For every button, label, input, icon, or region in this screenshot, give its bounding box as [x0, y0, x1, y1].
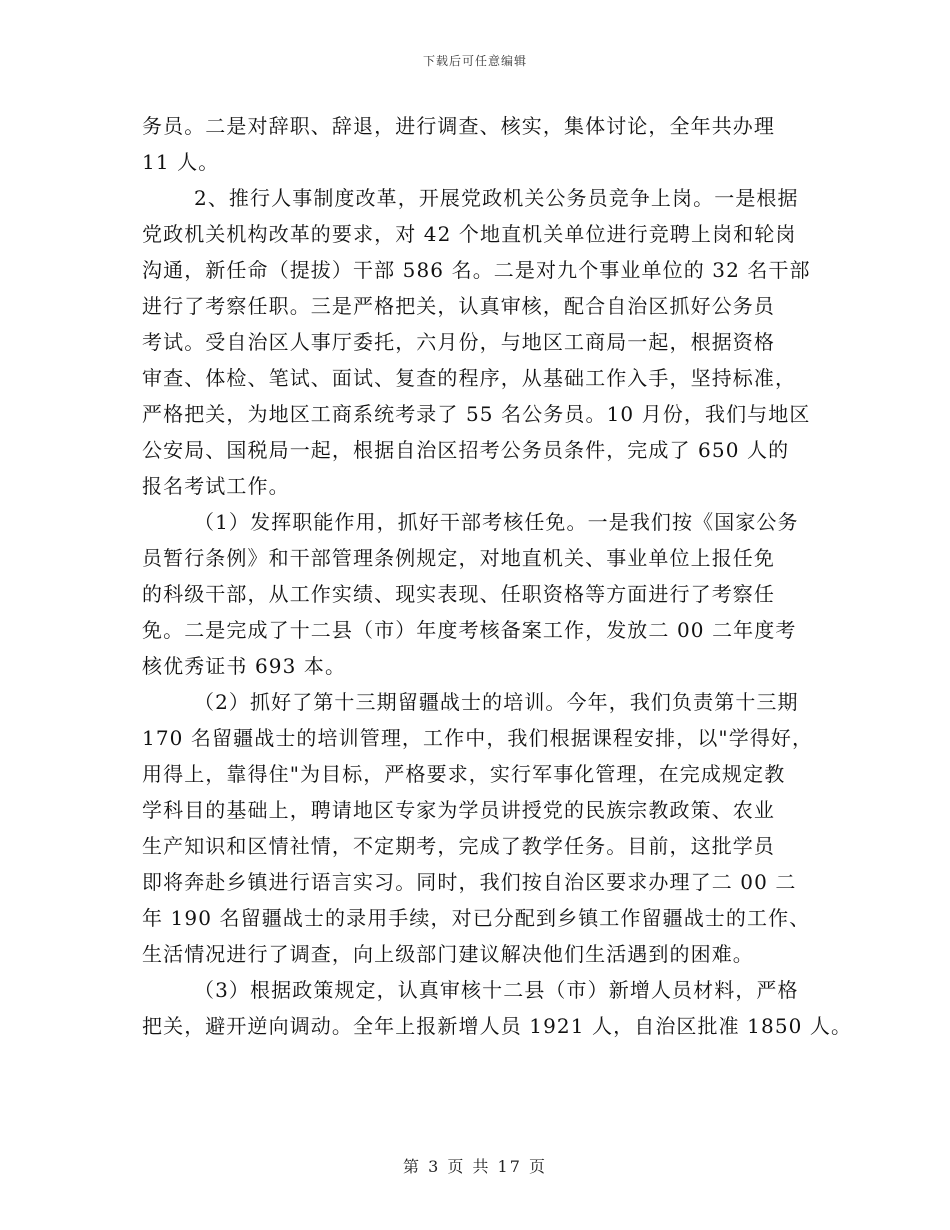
text-line: 免。二是完成了十二县（市）年度考核备案工作，发放二 00 二年度考 [142, 618, 797, 642]
text-line: 生活情况进行了调查，向上级部门建议解决他们生活遇到的困难。 [142, 942, 754, 966]
text-line: 把关，避开逆向调动。全年上报新增人员 1921 人，自治区批准 1850 人。 [142, 1014, 853, 1038]
paragraph-start-line: （1）发挥职能作用，抓好干部考核任免。一是我们按《国家公务 [194, 510, 799, 534]
text-line: 用得上，靠得住"为目标，严格要求，实行军事化管理，在完成规定教 [142, 762, 786, 786]
text-line: 党政机关机构改革的要求，对 42 个地直机关单位进行竞聘上岗和轮岗 [142, 222, 797, 246]
text-line: 生产知识和区情社情，不定期考，完成了教学任务。目前，这批学员 [142, 834, 775, 858]
text-line: 进行了考察任职。三是严格把关，认真审核，配合自治区抓好公务员 [142, 294, 775, 318]
text-line: 沟通，新任命（提拔）干部 586 名。二是对九个事业单位的 32 名干部 [142, 258, 811, 282]
text-line: 严格把关，为地区工商系统考录了 55 名公务员。10 月份，我们与地区 [142, 402, 811, 426]
text-line: 报名考试工作。 [142, 474, 290, 498]
text-line: 学科目的基础上，聘请地区专家为学员讲授党的民族宗教政策、农业 [142, 798, 775, 822]
text-line: 170 名留疆战士的培训管理，工作中，我们根据课程安排，以"学得好， [142, 726, 814, 750]
page-number: 第 3 页 共 17 页 [403, 1157, 547, 1176]
text-line: 的科级干部，从工作实绩、现实表现、任职资格等方面进行了考察任 [142, 582, 775, 606]
text-line: 核优秀证书 693 本。 [142, 654, 347, 678]
page-header-note: 下载后可任意编辑 [422, 54, 527, 68]
text-line: 员暂行条例》和干部管理条例规定，对地直机关、事业单位上报任免 [142, 546, 775, 570]
paragraph-start-line: （2）抓好了第十三期留疆战士的培训。今年，我们负责第十三期 [194, 690, 799, 714]
text-line: 考试。受自治区人事厅委托，六月份，与地区工商局一起，根据资格 [142, 330, 775, 354]
text-line: 审查、体检、笔试、面试、复查的程序，从基础工作入手，坚持标准， [142, 366, 797, 390]
text-line: 年 190 名留疆战士的录用手续，对已分配到乡镇工作留疆战士的工作、 [142, 906, 811, 930]
text-line: 务员。二是对辞职、辞退，进行调查、核实，集体讨论，全年共办理 [142, 114, 775, 138]
paragraph-start-line: 2、推行人事制度改革，开展党政机关公务员竞争上岗。一是根据 [194, 186, 799, 210]
text-line: 即将奔赴乡镇进行语言实习。同时，我们按自治区要求办理了二 00 二 [142, 870, 797, 894]
document-body [142, 108, 853, 1044]
paragraph-start-line: （3）根据政策规定，认真审核十二县（市）新增人员材料，严格 [194, 978, 799, 1002]
text-line: 11 人。 [142, 150, 220, 174]
text-line: 公安局、国税局一起，根据自治区招考公务员条件，完成了 650 人的 [142, 438, 790, 462]
